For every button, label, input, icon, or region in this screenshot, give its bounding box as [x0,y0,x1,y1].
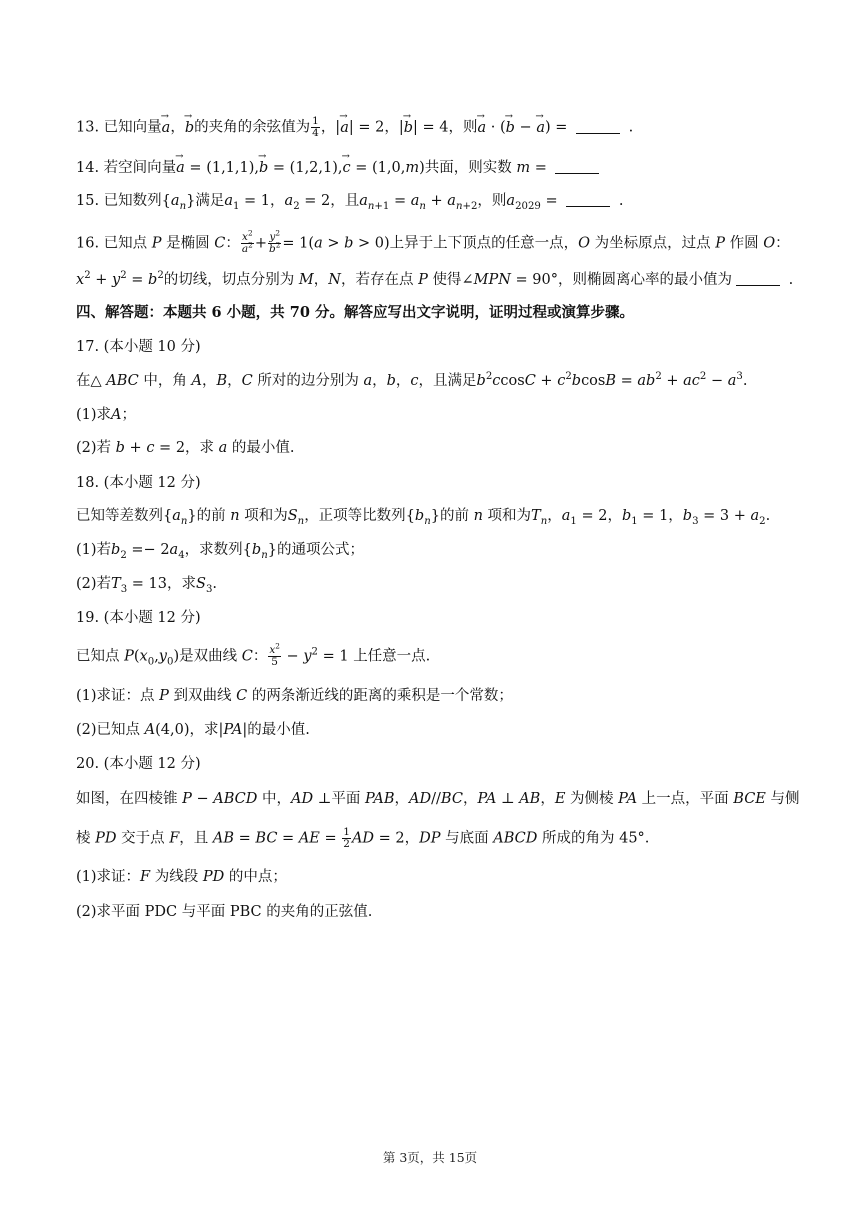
question-19-part1: (1)求证：点 P 到双曲线 C 的两条渐近线的距离的乘积是一个常数； [76,688,513,704]
question-17-stem: 在△ ABC 中，角 A，B，C 所对的边分别为 a，b，c，且满足$b^2ccosC + c^2bcosB = ab^2 + ac^2 - a^3$. [76,371,748,389]
question-19-stem: 已知点 $P(x_0,y_0)$是双曲线 C： $\frac{x^2}{5}$ − $y^2 = 1$ 上任意一点. [76,641,431,668]
question-19-header: 19. (本小题 12 分) [76,610,201,626]
question-20-stem-line2: 棱 PD 交于点 F，且 AB = BC = AE = $\frac{1}{2}$ AD = 2，DP 与底面 ABCD 所成的角为 45°. [76,826,650,850]
question-19-part2: (2)已知点 A(4,0)，求|PA|的最小值. [76,722,310,738]
question-15: 15. 已知数列$\{a_n\}$满足$a_1 = 1$，$a_2 = 2$，且$a_{n+1} = a_n + a_{n+2}$，则$a_{2029}$ = . [76,193,624,212]
question-18-part2: (2)若$T_3 = 13$，求$S_3$. [76,576,217,595]
question-18-part1: (1)若$b_2 =- 2a_4$，求数列$\{b_n\}$的通项公式； [76,542,364,561]
question-20-header: 20. (本小题 12 分) [76,756,201,772]
question-13: 13. 已知向量→ a，→ b的夹角的余弦值为 $\frac{1}{4}$ ，|→ a| = 2，|→ b| = 4，则→ a · (→ b − → a) = . [76,116,788,139]
question-16-line2: $x^2 + y^2 = b^2$的切线，切点分别为 M，N，若存在点 P 使得∠MPN = 90°，则椭圆离心率的最小值为 . [76,270,794,288]
question-20-part1: (1)求证：F 为线段 PD 的中点； [76,869,287,885]
question-17-header: 17. (本小题 10 分) [76,339,201,355]
question-14: 14. 若空间向量→ a = (1,1,1),→ b = (1,2,1),→ c = (1,0,m)共面，则实数 m = [76,157,788,179]
question-20-stem: 如图，在四棱锥 P − ABCD 中，AD ⊥平面 PAB，AD//BC，PA ⊥ AB，E 为侧棱 PA 上一点，平面 BCE 与侧 [76,791,800,807]
answer-blank [736,271,780,286]
page-footer: 第 3页，共 15页 [382,1150,478,1165]
question-17-part2: (2)若 b + c = 2，求 a 的最小值. [76,440,295,456]
answer-blank [576,119,620,134]
question-16: 16. 已知点 P 是椭圆 C： $\frac{x^2}{a^2}$ + $\frac{y^2}{b^2}$ = 1(a > b > 0)上异于上下顶点的任意一点，O 为坐标原点，过点 P 作圆 O： [76,228,790,255]
answer-blank [555,159,599,174]
question-20-part2: (2)求平面 PDC 与平面 PBC 的夹角的正弦值. [76,904,373,920]
question-18-stem: 已知等差数列$\{a_n\}$的前 n 项和为$S_n$，正项等比数列$\{b_n\}$的前 n 项和为$T_n$，$a_1 = 2$，$b_1 = 1$，$b_3 = 3 + a_2$. [76,508,771,527]
answer-blank [566,192,610,207]
question-18-header: 18. (本小题 12 分) [76,475,201,491]
question-17-part1: (1)求A； [76,407,137,423]
section-heading: 四、解答题：本题共 6 小题，共 70 分。解答应写出文字说明，证明过程或演算步骤。 [76,304,634,321]
